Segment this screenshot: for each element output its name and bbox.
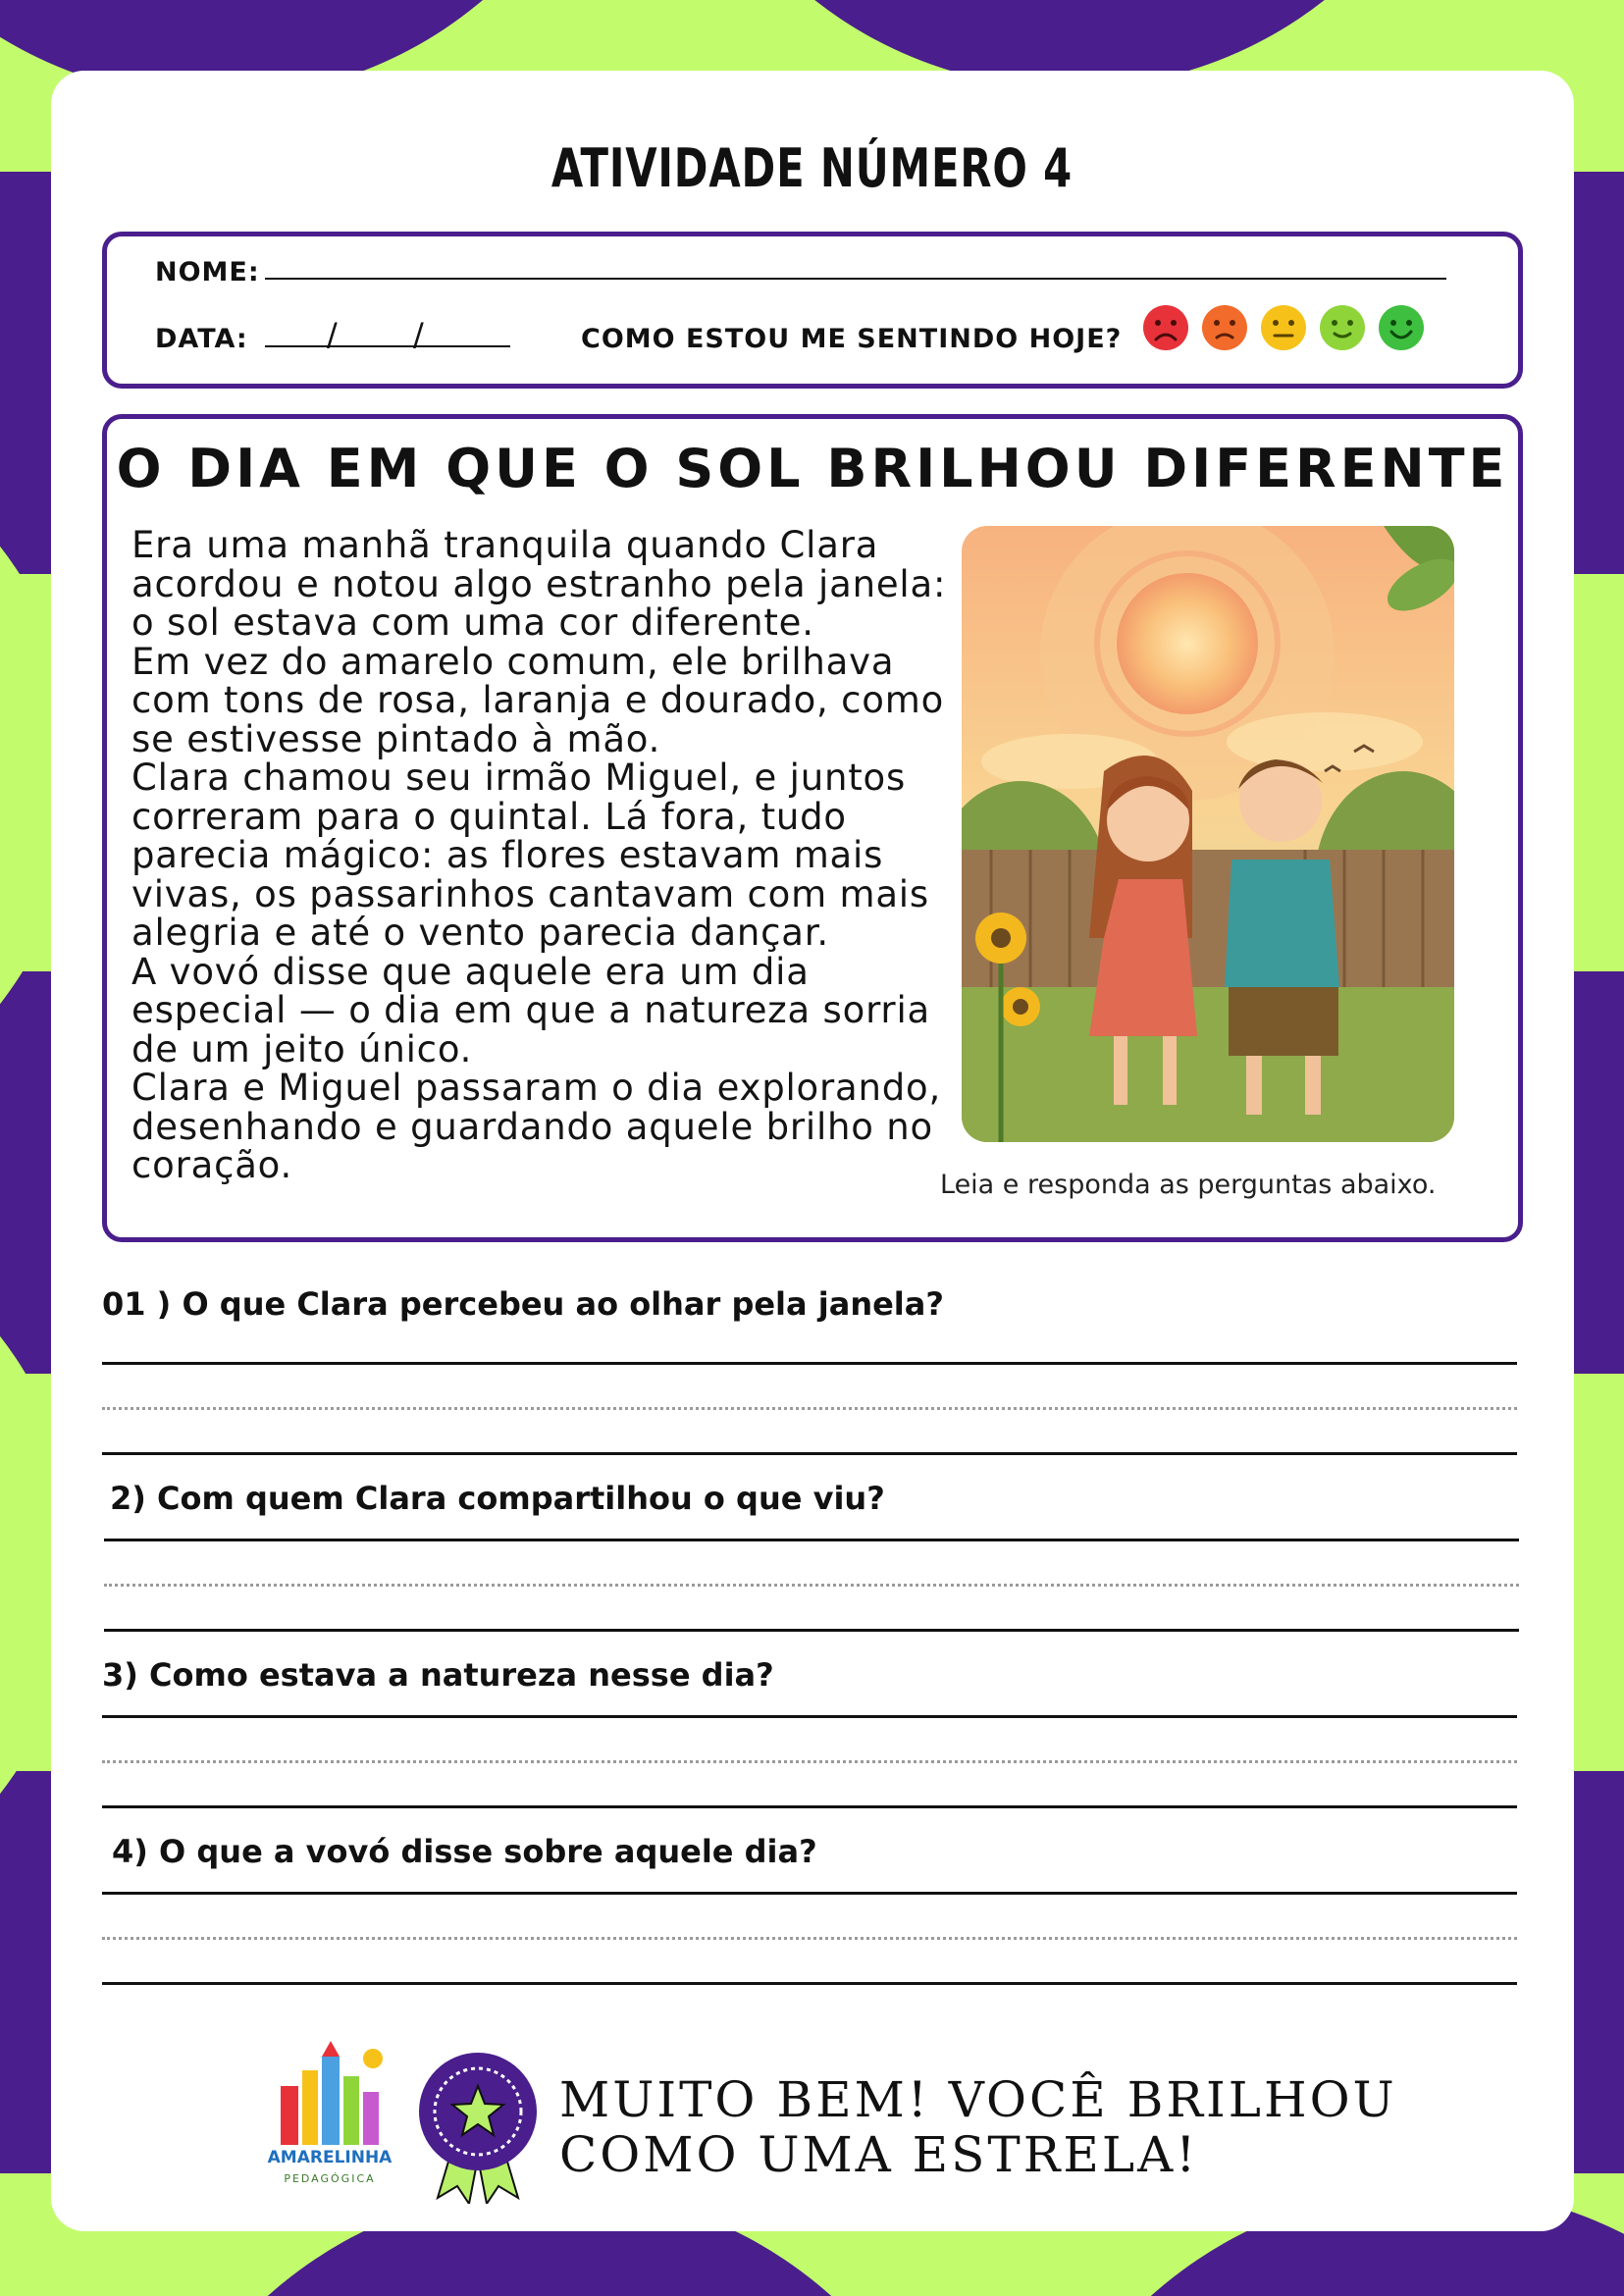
congratulation-line-1: MUITO BEM! VOCÊ BRILHOU bbox=[559, 2071, 1397, 2128]
answer-line[interactable] bbox=[104, 1629, 1519, 1632]
story-text bbox=[131, 526, 956, 1185]
answer-guide-line bbox=[102, 1760, 1517, 1763]
date-label: DATA: bbox=[155, 324, 248, 354]
story-paragraph: Em vez do amarelo comum, ele brilhava com tons de rosa, laranja e dourado, como se estivesse pintado à mão. bbox=[131, 640, 945, 760]
answer-line[interactable] bbox=[104, 1539, 1519, 1541]
story-paragraph: Clara chamou seu irmão Miguel, e juntos correram para o quintal. Lá fora, tudo parecia mágico: as flores estavam mais vivas, os passarinhos cantavam com mais alegria e até o vento parecia dançar. bbox=[131, 757, 929, 954]
congratulation-message bbox=[559, 2072, 1397, 2182]
logo-subtext: PEDAGÓGICA bbox=[284, 2172, 376, 2185]
question-4: 4) O que a vovó disse sobre aquele dia? bbox=[112, 1833, 817, 1870]
answer-guide-line bbox=[102, 1937, 1517, 1940]
answer-guide-line bbox=[102, 1407, 1517, 1410]
answer-guide-line bbox=[104, 1584, 1519, 1587]
amarelinha-logo bbox=[263, 2037, 396, 2194]
answer-line[interactable] bbox=[102, 1982, 1517, 1985]
happy-face-icon[interactable] bbox=[1319, 304, 1366, 351]
student-info-box bbox=[102, 232, 1523, 389]
star-medal-icon bbox=[416, 2051, 540, 2204]
question-3: 3) Como estava a natureza nesse dia? bbox=[102, 1656, 774, 1694]
mood-question: COMO ESTOU ME SENTINDO HOJE? bbox=[581, 324, 1123, 354]
question-2: 2) Com quem Clara compartilhou o que viu? bbox=[110, 1480, 885, 1517]
date-field[interactable] bbox=[265, 345, 510, 347]
date-separator: / bbox=[413, 316, 425, 353]
story-caption: Leia e responda as perguntas abaixo. bbox=[940, 1170, 1437, 1200]
story-illustration bbox=[962, 526, 1454, 1142]
name-field[interactable] bbox=[265, 278, 1446, 280]
story-title: O DIA EM QUE O SOL BRILHOU DIFERENTE bbox=[116, 438, 1509, 499]
story-paragraph: A vovó disse que aquele era um dia especial — o dia em que a natureza sorria de um jeito único. bbox=[131, 950, 930, 1070]
logo-text: AMARELINHA bbox=[267, 2148, 393, 2167]
very-sad-face-icon[interactable] bbox=[1142, 304, 1189, 351]
answer-line[interactable] bbox=[102, 1452, 1517, 1455]
answer-line[interactable] bbox=[102, 1362, 1517, 1365]
answer-line[interactable] bbox=[102, 1805, 1517, 1808]
page-title: ATIVIDADE NÚMERO 4 bbox=[550, 137, 1074, 199]
very-happy-face-icon[interactable] bbox=[1378, 304, 1425, 351]
story-paragraph: Era uma manhã tranquila quando Clara acordou e notou algo estranho pela janela: o sol estava com uma cor diferente. bbox=[131, 524, 947, 644]
answer-line[interactable] bbox=[102, 1892, 1517, 1895]
congratulation-line-2: COMO UMA ESTRELA! bbox=[559, 2126, 1199, 2183]
name-label: NOME: bbox=[155, 257, 260, 287]
neutral-face-icon[interactable] bbox=[1260, 304, 1307, 351]
story-paragraph: Clara e Miguel passaram o dia explorando, desenhando e guardando aquele brilho no coração. bbox=[131, 1067, 942, 1186]
date-separator: / bbox=[327, 316, 339, 353]
sad-face-icon[interactable] bbox=[1201, 304, 1248, 351]
question-1: 01 ) O que Clara percebeu ao olhar pela janela? bbox=[102, 1285, 944, 1323]
answer-line[interactable] bbox=[102, 1715, 1517, 1718]
